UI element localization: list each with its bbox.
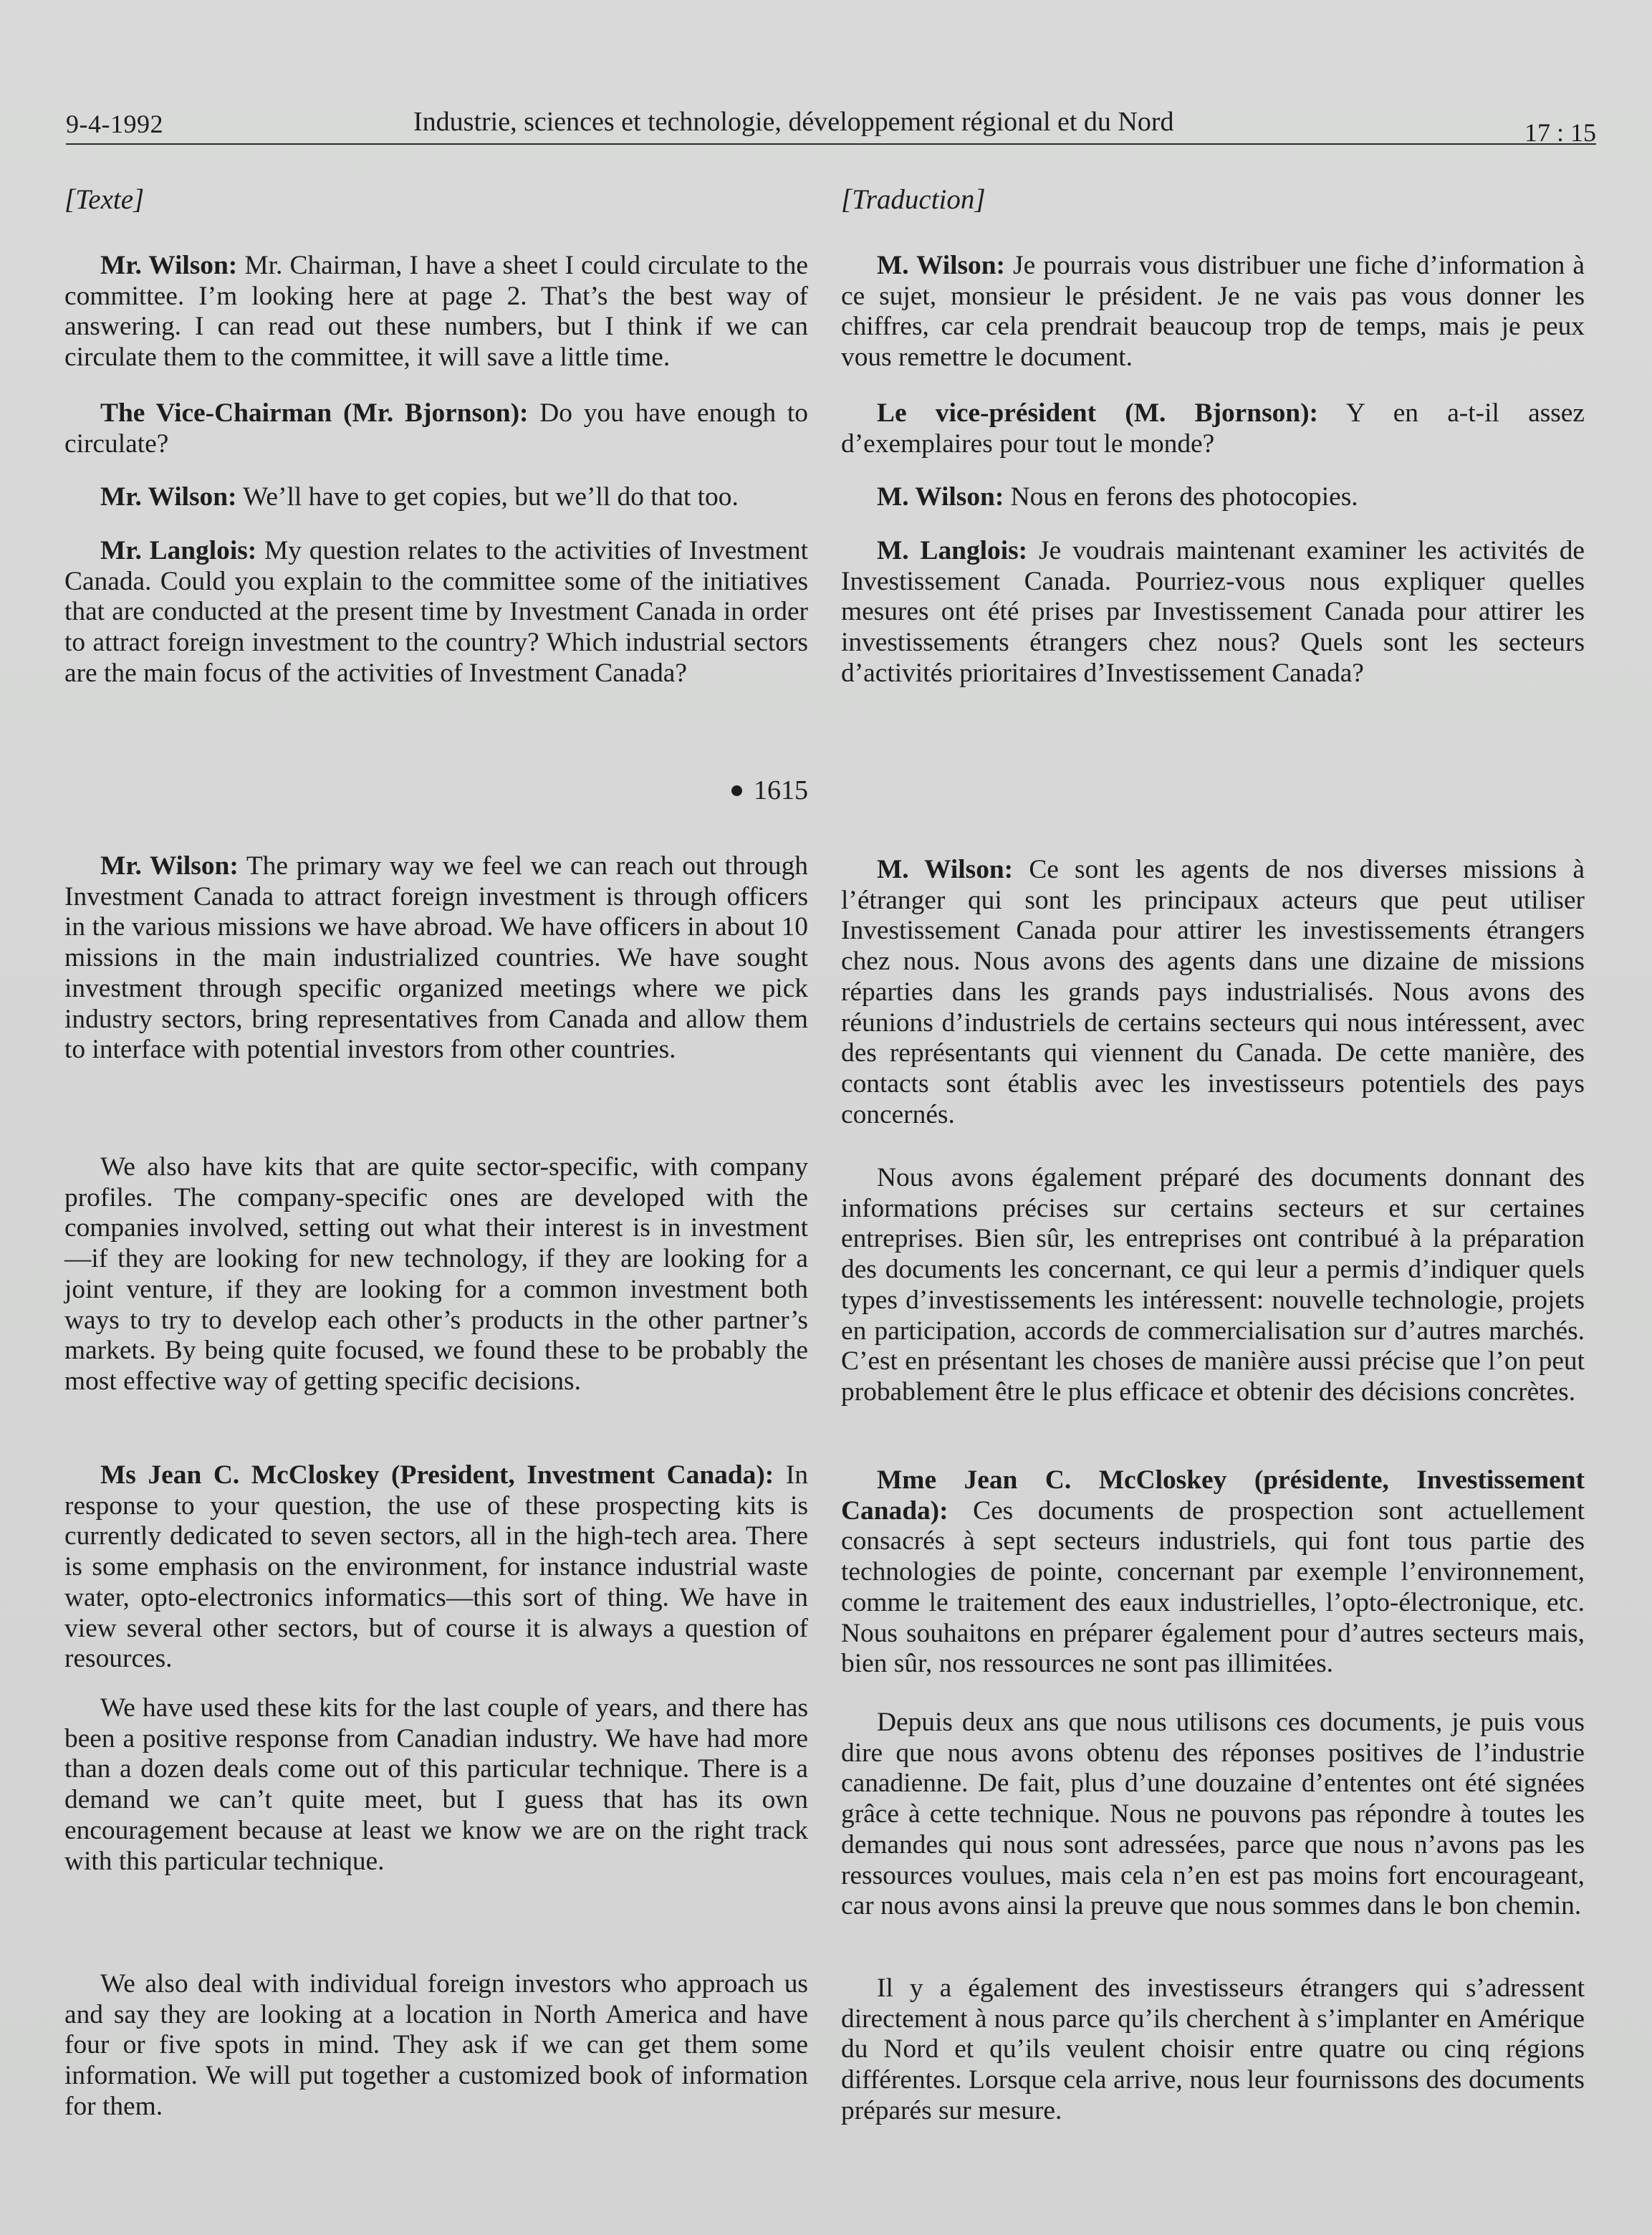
speaker-name: M. Wilson: — [877, 482, 1004, 512]
page-number: 17 : 15 — [1524, 118, 1596, 147]
paragraph — [841, 536, 1585, 689]
speech-text: We’ll have to get copies, but we’ll do that too. — [236, 482, 739, 512]
speaker-name: Mr. Wilson: — [100, 851, 239, 881]
paragraph — [841, 251, 1585, 373]
column-label: [Traduction] — [841, 184, 986, 215]
speaker-name: Ms Jean C. McCloskey (President, Investment Canada): — [100, 1460, 774, 1490]
paragraph — [64, 1693, 808, 1877]
speech-text: The primary way we feel we can reach out through Investment Canada to attract foreign investment is through officers in the various missions we have abroad. We have officers in about 10 missions in the main industrialized countries. We have sought investment through specific organized meetings where we pick industry sectors, bring representatives from Canada and allow them to interface with potential investors from other countries. — [64, 851, 808, 1065]
speech-text: Nous en ferons des photocopies. — [1004, 482, 1358, 512]
paragraph — [64, 536, 808, 689]
speech-text: We also deal with individual foreign investors who approach us and say they are looking at a location in North America and have four or five spots in mind. They ask if we can get them some information. We will put together a customized book of information for them. — [64, 1969, 808, 2121]
paragraph — [64, 851, 808, 1066]
time-marker-text: 1615 — [754, 775, 808, 805]
speaker-name: Mr. Wilson: — [100, 251, 238, 280]
column-label: [Texte] — [64, 184, 145, 215]
speech-text: Je pourrais vous distribuer une fiche d’information à ce sujet, monsieur le président. Je ne vais pas vous donner les chiffres, car cela prendrait beaucoup trop de temps, mais je peux vous remettre le document. — [841, 251, 1585, 373]
speech-text: Il y a également des investisseurs étrangers qui s’adressent directement à nous parce qu’ils cherchent à s’implanter en Amérique du Nord et qu’ils veulent choisir entre quatre ou cinq régions différentes. Lorsque cela arrive, nous leur fournissons des documents préparés sur mesure. — [841, 1973, 1585, 2125]
speech-text: Y en a-t-il assez d’exemplaires pour tout le monde? — [841, 398, 1585, 459]
speech-text: Depuis deux ans que nous utilisons ces documents, je puis vous dire que nous avons obtenu des réponses positives de l’industrie canadienne. De fait, plus d’une douzaine d’ententes ont été signées grâce à cette technique. Nous ne pouvons pas répondre à toutes les demandes qui nous sont adressées, parce que nous n’avons pas les ressources voulues, mais cela n’en est pas moins fort encourageant, car nous avons ainsi la preuve que nous sommes dans le bon chemin. — [841, 1708, 1585, 1921]
paragraph — [841, 855, 1585, 1130]
speech-text: Ces documents de prospection sont actuellement consacrés à sept secteurs industriels, qui font tous partie des technologies de pointe, concernant par exemple l’environnement, comme le traitement des eaux industrielles, l’opto-électronique, etc. Nous souhaitons en préparer également pour d’autres secteurs mais, bien sûr, nos ressources ne sont pas illimitées. — [841, 1495, 1585, 1679]
speaker-name: Mr. Langlois: — [100, 536, 257, 565]
speaker-name: M. Wilson: — [877, 251, 1005, 280]
speaker-name: The Vice-Chairman (Mr. Bjornson): — [100, 398, 529, 428]
paragraph — [64, 1969, 808, 2122]
speech-text: Je voudrais maintenant examiner les activités de Investissement Canada. Pourriez-vous nous expliquer quelles mesures ont été prises par Investissement Canada pour attirer les investissements étrangers chez nous? Quels sont les secteurs d’activités prioritaires d’Investissement Canada? — [841, 536, 1585, 688]
paragraph — [64, 398, 808, 459]
paragraph — [64, 1460, 808, 1675]
speaker-name: Le vice-président (M. Bjornson): — [877, 398, 1319, 428]
paragraph — [841, 1163, 1585, 1408]
speech-text: We also have kits that are quite sector-specific, with company profiles. The company-specific ones are developed with the companies involved, setting out what their interest is in investment—if they are looking for new technology, if they are looking for a joint venture, if they are looking for a common investment both ways to try to develop each other’s products in the other partner’s markets. By being quite focused, we found these to be probably the most effective way of getting specific decisions. — [64, 1152, 808, 1396]
speaker-name: M. Wilson: — [877, 855, 1014, 884]
paragraph — [841, 1708, 1585, 1922]
paragraph — [841, 1973, 1585, 2127]
paragraph — [64, 482, 808, 513]
speech-text: Ce sont les agents de nos diverses missions à l’étranger qui sont les principaux acteurs que peut utiliser Investissement Canada pour attirer les investissements étrangers chez nous. Nous avons des agents dans une dizaine de missions réparties dans les grands pays industrialisés. Nous avons des réunions d’industriels de certains secteurs qui nous intéressent, avec des représentants qui viennent du Canada. De cette manière, des contacts sont établis avec les investisseurs potentiels des pays concernés. — [841, 855, 1585, 1129]
speaker-name: Mme Jean C. McCloskey (présidente, Investissement Canada): — [841, 1465, 1585, 1526]
time-marker — [731, 775, 808, 806]
speech-text: Do you have enough to circulate? — [64, 398, 808, 459]
paragraph — [841, 398, 1585, 459]
header-date: 9-4-1992 — [66, 110, 163, 138]
bullet-icon — [731, 785, 742, 796]
paragraph — [64, 1152, 808, 1397]
header-title: Industrie, sciences et technologie, développement régional et du Nord — [413, 107, 1174, 137]
speech-text: We have used these kits for the last couple of years, and there has been a positive response from Canadian industry. We have had more than a dozen deals come out of this particular technique. There is a demand we can’t quite meet, but I guess that has its own encouragement because at least we know we are on the right track with this particular technique. — [64, 1693, 808, 1876]
page-header — [66, 103, 1596, 148]
header-rule — [66, 143, 1596, 145]
paragraph — [841, 482, 1585, 513]
paragraph — [841, 1465, 1585, 1680]
paragraph — [64, 251, 808, 373]
speech-text: Nous avons également préparé des documents donnant des informations précises sur certains secteurs et sur certaines entreprises. Bien sûr, les entreprises ont contribué à la préparation des documents les concernant, ce qui leur a permis d’indiquer quels types d’investissements les intéressent: nouvelle technologie, projets en participation, accords de commercialisation sur d’autres marchés. C’est en présentant les choses de manière aussi précise que l’on peut probablement être le plus efficace et obtenir des décisions concrètes. — [841, 1163, 1585, 1407]
speaker-name: M. Langlois: — [877, 536, 1028, 565]
speech-text: Mr. Chairman, I have a sheet I could circulate to the committee. I’m looking here at page 2. That’s the best way of answering. I can read out these numbers, but I think if we can circulate them to the committee, it will save a little time. — [64, 251, 808, 373]
speech-text: In response to your question, the use of these prospecting kits is currently dedicated to seven sectors, all in the high-tech area. There is some emphasis on the environment, for instance industrial waste water, opto-electronics informatics—this sort of thing. We have in view several other sectors, but of course it is always a question of resources. — [64, 1460, 808, 1674]
speaker-name: Mr. Wilson: — [100, 482, 237, 512]
speech-text: My question relates to the activities of Investment Canada. Could you explain to the committee some of the initiatives that are conducted at the present time by Investment Canada in order to attract foreign investment to the country? Which industrial sectors are the main focus of the activities of Investment Canada? — [64, 536, 808, 688]
